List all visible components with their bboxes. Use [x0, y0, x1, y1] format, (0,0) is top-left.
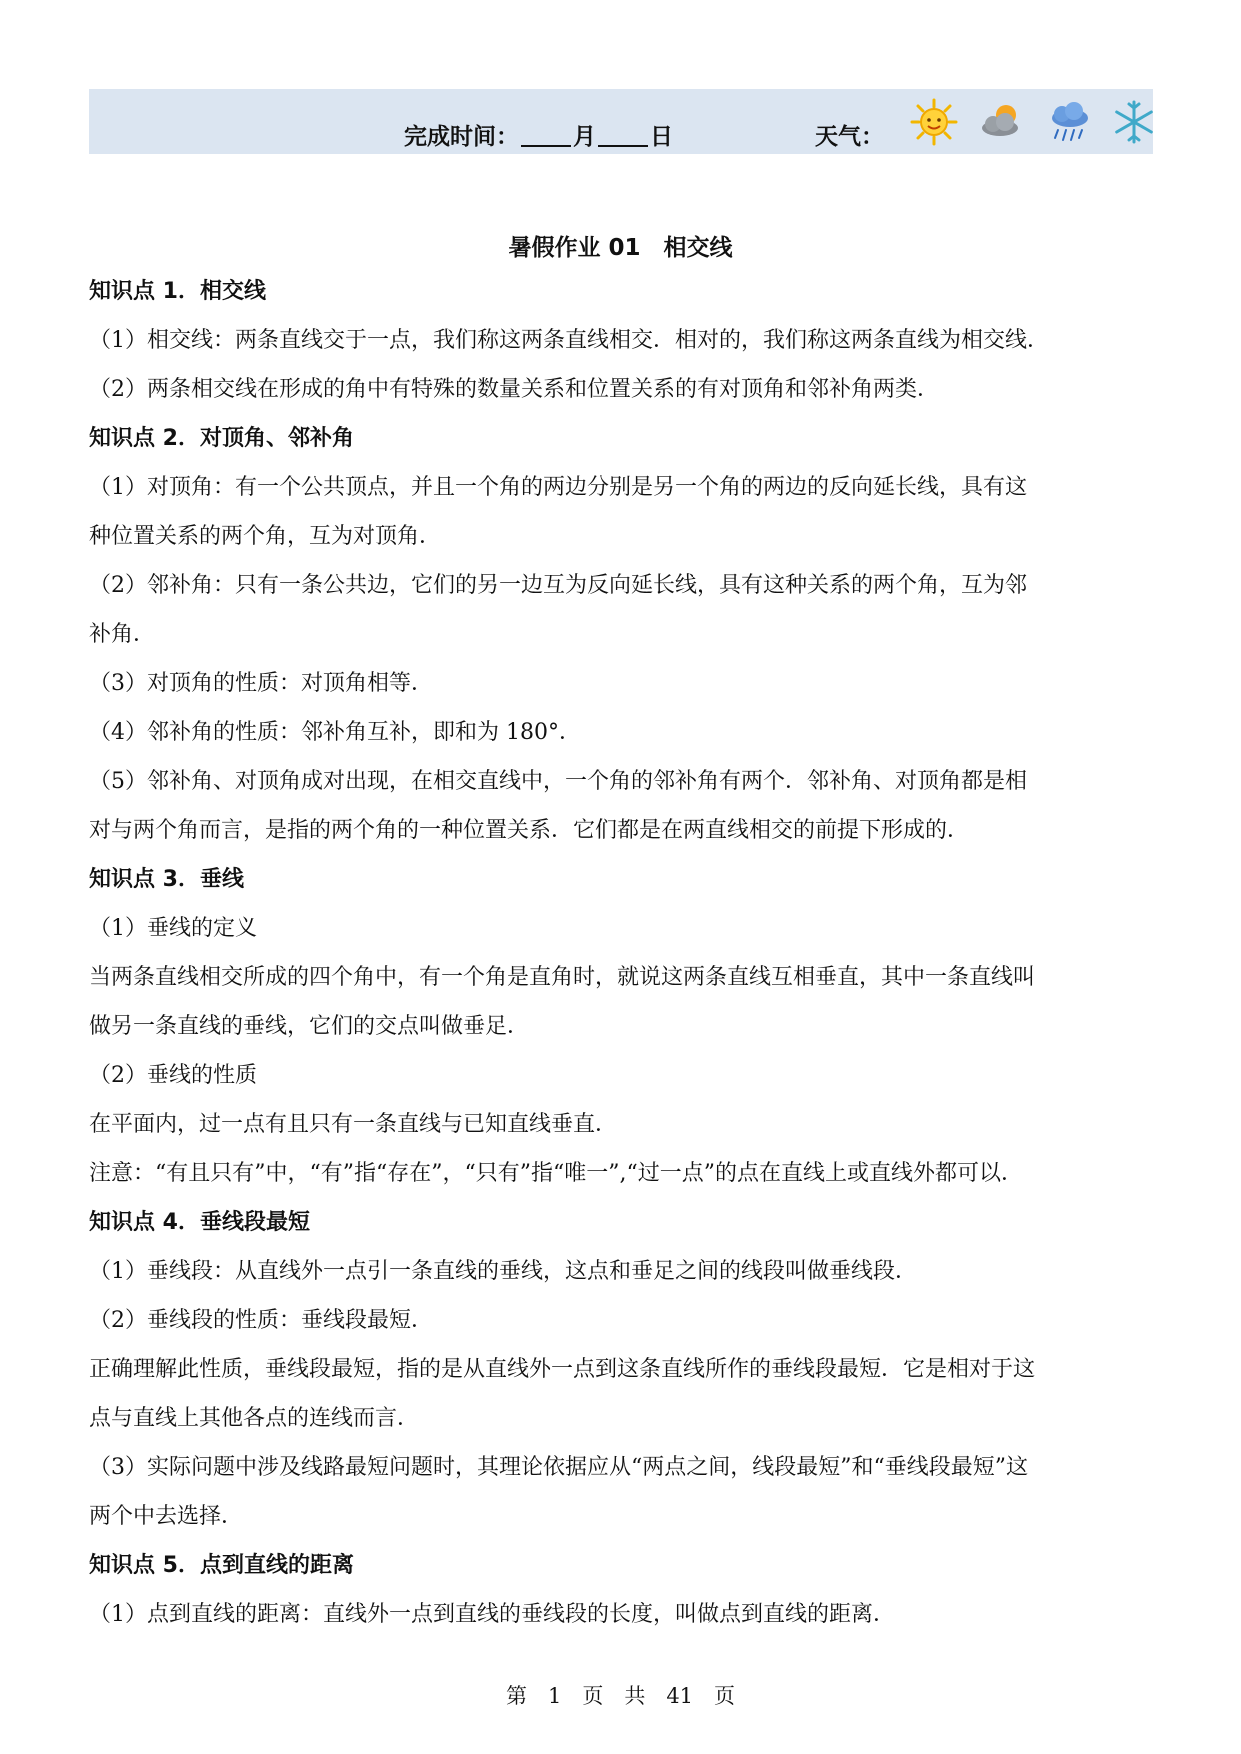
paragraph-line: 补角． [89, 622, 156, 647]
section-heading: 知识点 2．对顶角、邻补角 [89, 426, 354, 451]
page-footer: 第 1 页 共 41 页 [505, 1684, 736, 1708]
paragraph-line: （2）垂线段的性质：垂线段最短． [89, 1308, 433, 1333]
paragraph-line: （1）对顶角：有一个公共顶点，并且一个角的两边分别是另一个角的两边的反向延长线，具有这 [89, 475, 1028, 500]
day-label: 日 [650, 124, 673, 150]
paragraph-line: （2）邻补角：只有一条公共边，它们的另一边互为反向延长线，具有这种关系的两个角，互为邻 [89, 573, 1028, 598]
paragraph-line: 正确理解此性质，垂线段最短，指的是从直线外一点到这条直线所作的垂线段最短．它是相对于这 [89, 1357, 1036, 1382]
completion-label: 完成时间： [404, 124, 519, 150]
partly-cloudy-icon [978, 98, 1026, 146]
paragraph-line: 点与直线上其他各点的连线而言． [89, 1406, 420, 1431]
sun-icon [910, 98, 958, 146]
paragraph-line: （5）邻补角、对顶角成对出现，在相交直线中，一个角的邻补角有两个．邻补角、对顶角都是相 [89, 769, 1028, 794]
paragraph-line: 在平面内，过一点有且只有一条直线与已知直线垂直． [89, 1112, 618, 1137]
month-label: 月 [573, 124, 596, 150]
paragraph-line: （3）实际问题中涉及线路最短问题时，其理论依据应从“两点之间，线段最短”和“垂线段最短”这 [89, 1455, 1028, 1480]
paragraph-line: （1）相交线：两条直线交于一点，我们称这两条直线相交．相对的，我们称这两条直线为相交线． [89, 328, 1050, 353]
paragraph-line: （1）垂线的定义 [89, 916, 257, 941]
completion-time [404, 118, 673, 151]
section-heading: 知识点 5．点到直线的距离 [89, 1553, 354, 1578]
paragraph-line: 对与两个角而言，是指的两个角的一种位置关系．它们都是在两直线相交的前提下形成的． [89, 818, 970, 843]
paragraph-line: 当两条直线相交所成的四个角中，有一个角是直角时，就说这两条直线互相垂直，其中一条直线叫 [89, 965, 1036, 990]
paragraph-line: （1）垂线段：从直线外一点引一条直线的垂线，这点和垂足之间的线段叫做垂线段． [89, 1259, 917, 1284]
paragraph-line: （2）垂线的性质 [89, 1063, 257, 1088]
weather-label: 天气： [815, 124, 884, 150]
paragraph-line: 两个中去选择． [89, 1504, 244, 1529]
paragraph-line: 注意：“有且只有”中，“有”指“存在”，“只有”指“唯一”,“过一点”的点在直线上或直线外都可以． [89, 1161, 1023, 1186]
day-blank [598, 123, 648, 147]
snowflake-icon [1110, 98, 1158, 146]
rain-icon [1046, 98, 1094, 146]
section-heading: 知识点 3．垂线 [89, 867, 244, 892]
section-heading: 知识点 4．垂线段最短 [89, 1210, 310, 1235]
paragraph-line: （3）对顶角的性质：对顶角相等． [89, 671, 433, 696]
paragraph-line: 种位置关系的两个角，互为对顶角． [89, 524, 442, 549]
month-blank [521, 123, 571, 147]
paragraph-line: （2）两条相交线在形成的角中有特殊的数量关系和位置关系的有对顶角和邻补角两类． [89, 377, 939, 402]
page-title: 暑假作业 01 相交线 [508, 235, 733, 261]
paragraph-line: 做另一条直线的垂线，它们的交点叫做垂足． [89, 1014, 530, 1039]
paragraph-line: （4）邻补角的性质：邻补角互补，即和为 180°． [89, 720, 581, 745]
section-heading: 知识点 1．相交线 [89, 279, 266, 304]
paragraph-line: （1）点到直线的距离：直线外一点到直线的垂线段的长度，叫做点到直线的距离． [89, 1602, 895, 1627]
